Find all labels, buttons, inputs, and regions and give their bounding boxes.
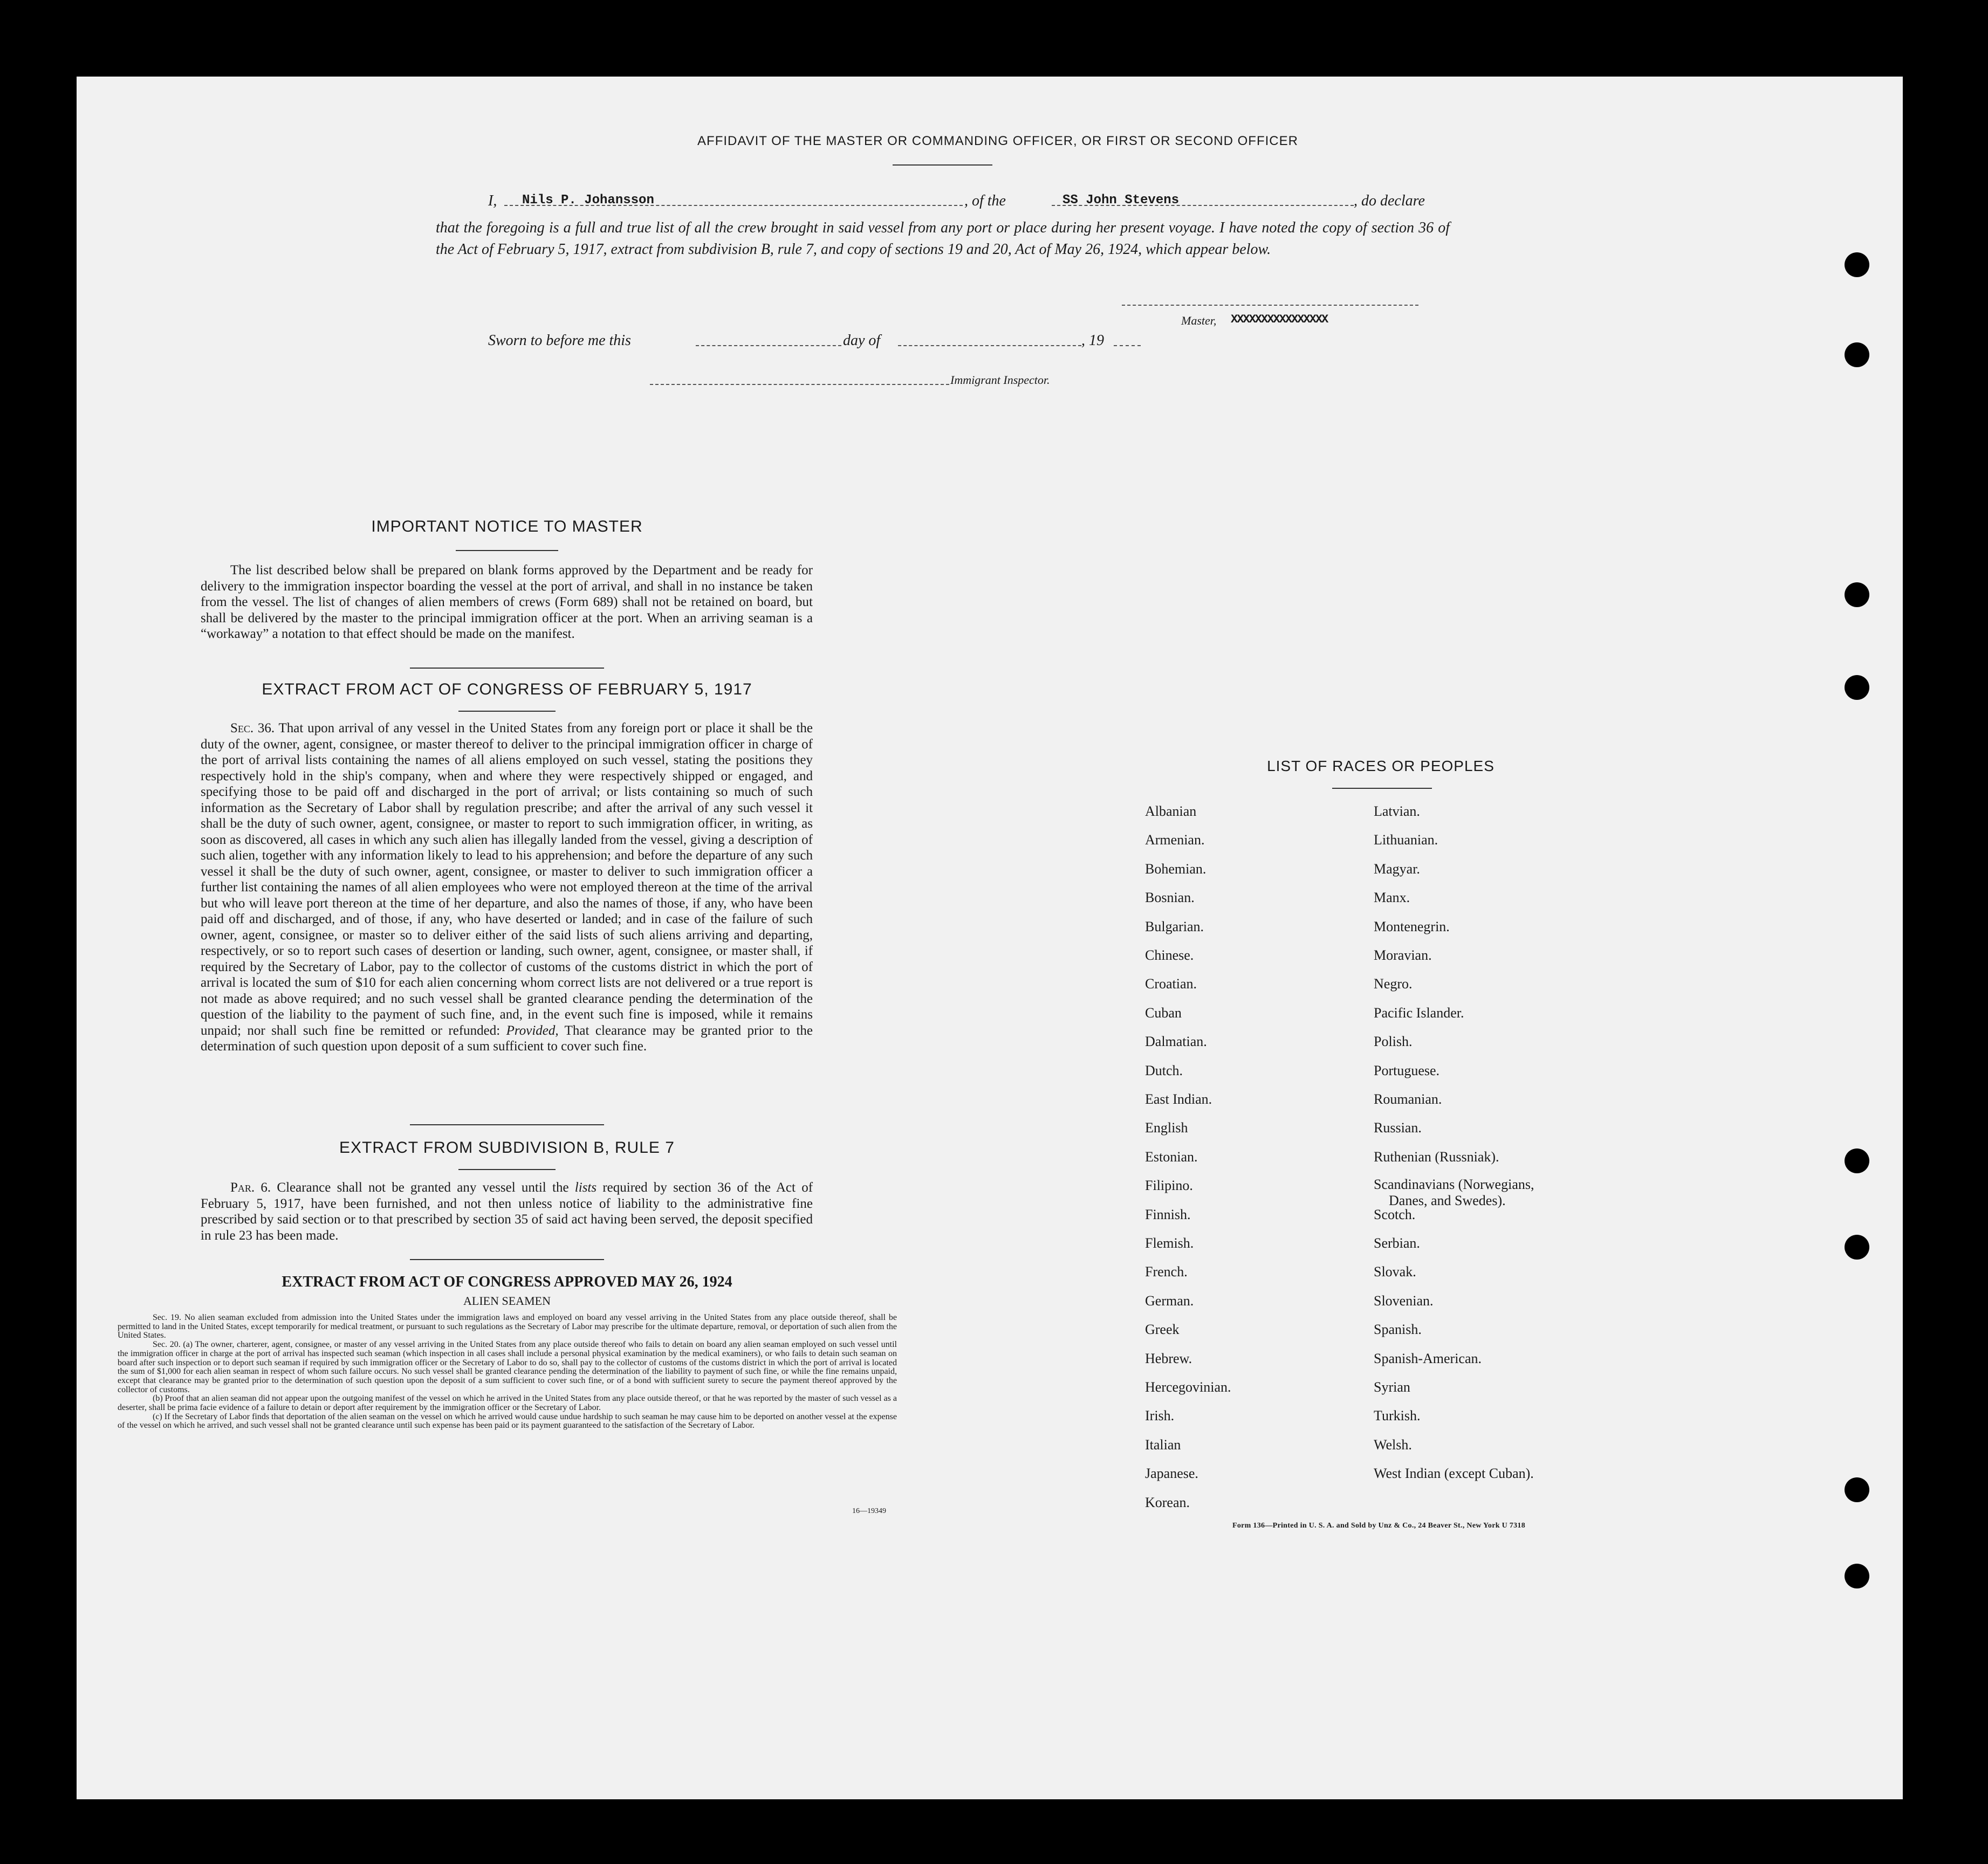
day-of-label: day of — [843, 332, 881, 349]
rule7-text-a: Clearance shall not be granted any vessel until the — [277, 1180, 569, 1195]
sworn-label: Sworn to before me this — [488, 332, 631, 349]
race-item: Latvian. — [1374, 803, 1420, 819]
race-item: Turkish. — [1374, 1408, 1421, 1424]
race-item: Scotch. — [1374, 1206, 1416, 1222]
race-item: Hercegovinian. — [1145, 1379, 1231, 1395]
race-item: Bohemian. — [1145, 861, 1206, 877]
rule7-title: EXTRACT FROM SUBDIVISION B, RULE 7 — [339, 1139, 675, 1157]
section-20a: Sec. 20. (a) The owner, charterer, agent, consignee, or master of any vessel arriving in the United States from any place outside thereof who fails to detain on board any alien seaman employed on such vessel until the immigration officer in charge at the port of arrival has inspected such seaman (which inspection in all cases shall include a personal physical examination by the medical examiners), or who fails to detain such seaman on board after such inspection or to deport such seaman if required by such immigration officer or the Secretary of Labor to do so, shall pay to the collector of customs of the customs district in which the port of arrival is located the sum of $1,000 for each alien seaman in respect of whom such failure occurs. No such vessel shall be granted clearance pending the determination of the liability to payment of such fine, or while the fine remains unpaid, except that clearance may be granted prior to the determination of such question upon the deposit of a sum sufficient to cover such fine, or of a bond with sufficient surety to secure the payment thereof approved by the collector of customs. — [118, 1340, 897, 1394]
race-item: East Indian. — [1145, 1091, 1212, 1107]
race-item: Korean. — [1145, 1494, 1190, 1510]
race-item: West Indian (except Cuban). — [1374, 1466, 1534, 1482]
binder-hole — [1845, 1235, 1869, 1260]
race-item: Chinese. — [1145, 947, 1194, 963]
race-item: Polish. — [1374, 1034, 1413, 1050]
race-item: Flemish. — [1145, 1235, 1194, 1251]
race-item: Welsh. — [1374, 1436, 1412, 1453]
divider — [893, 164, 992, 166]
race-item: Magyar. — [1374, 861, 1420, 877]
of-the-label: , of the — [964, 192, 1006, 209]
race-item: Moravian. — [1374, 947, 1432, 963]
race-item: Irish. — [1145, 1408, 1175, 1424]
race-item: Bosnian. — [1145, 890, 1195, 906]
extract-1924-body — [118, 1313, 897, 1430]
binder-hole — [1845, 1477, 1869, 1502]
binder-hole — [1845, 252, 1869, 277]
race-item: Slovenian. — [1374, 1292, 1434, 1309]
race-item: Scandinavians (Norwegians, — [1374, 1177, 1534, 1193]
race-item: Dutch. — [1145, 1062, 1183, 1078]
section-36-label: Sec. 36. — [230, 721, 275, 735]
races-title: LIST OF RACES OR PEOPLES — [1267, 758, 1495, 774]
year-label: , 19 — [1081, 332, 1104, 349]
binder-hole — [1845, 675, 1869, 700]
section-19: Sec. 19. No alien seaman excluded from admission into the United States under the immigration laws and employed on board any vessel arriving in the United States from any place outside thereof, shall be permitted to land in the United States, except temporarily for medical treatment, or pursuant to such regulations as the Secretary of Labor may prescribe for the ultimate departure, removal, or deportation of such alien from the United States. — [118, 1313, 897, 1340]
race-item: Japanese. — [1145, 1466, 1198, 1482]
divider — [410, 1124, 604, 1125]
race-item: Roumanian. — [1374, 1091, 1442, 1107]
do-declare-label: , do declare — [1354, 192, 1425, 209]
rule7-text-b: required by section 36 of the Act of February 5, 1917, have been furnished, and not then unless notice of liability to the administrative fine prescribed by said section or to that prescribed by section 35 of said act having been served, the deposit specified in rule 23 has been made. — [201, 1180, 813, 1243]
race-item: Finnish. — [1145, 1206, 1191, 1222]
prefix-i: I, — [488, 192, 497, 209]
race-item: Slovak. — [1374, 1264, 1416, 1280]
section-36-tail: That clearance may be granted prior to the determination of such question upon deposit of a sum sufficient to cover such fine. — [201, 1023, 813, 1054]
master-name: Nils P. Johansson — [522, 193, 654, 208]
race-item: Albanian — [1145, 803, 1197, 819]
race-item: Montenegrin. — [1374, 918, 1450, 934]
race-item: Portuguese. — [1374, 1062, 1440, 1078]
race-item: Estonian. — [1145, 1148, 1198, 1165]
affidavit-body: that the foregoing is a full and true list of all the crew brought in said vessel from any port or place during her present voyage. I have noted the copy of section 36 of the Act of February 5, 1917, extract from subdivision B, rule 7, and copy of sections 19 and 20, Act of May 26, 1924, which appear below. — [436, 219, 1450, 258]
divider — [410, 668, 604, 669]
race-item: Manx. — [1374, 890, 1410, 906]
binder-hole — [1845, 1564, 1869, 1588]
race-item: Greek — [1145, 1322, 1180, 1338]
inspector-label: Immigrant Inspector. — [950, 373, 1050, 387]
race-item: Syrian — [1374, 1379, 1410, 1395]
race-item: Danes, and Swedes). — [1389, 1193, 1506, 1209]
signature-line — [1122, 305, 1418, 306]
race-item: Lithuanian. — [1374, 832, 1438, 848]
race-item: Bulgarian. — [1145, 918, 1204, 934]
race-item: Croatian. — [1145, 976, 1197, 992]
race-item: Spanish. — [1374, 1322, 1422, 1338]
race-item: English — [1145, 1120, 1188, 1136]
binder-hole — [1845, 582, 1869, 607]
master-strike: XXXXXXXXXXXXXXXX — [1231, 313, 1328, 326]
master-label: Master, — [1181, 314, 1217, 327]
footer-imprint: Form 136—Printed in U. S. A. and Sold by Unz & Co., 24 Beaver St., New York U 7318 — [1232, 1522, 1526, 1530]
extract-1917-title: EXTRACT FROM ACT OF CONGRESS OF FEBRUARY 5, 1917 — [262, 680, 752, 698]
race-item: Pacific Islander. — [1374, 1005, 1464, 1021]
section-20c: (c) If the Secretary of Labor finds that deportation of the alien seaman on the vessel on which he arrived would cause undue hardship to such seaman he may cause him to be deported on another vessel at the expense of the vessel on which he arrived, and such vessel shall not be granted clearance until such expense has been paid or its payment guaranteed to the satisfaction of the Secretary of Labor. — [118, 1412, 897, 1430]
divider — [410, 1259, 604, 1260]
binder-hole — [1845, 1148, 1869, 1173]
form-code: 16—19349 — [852, 1507, 886, 1515]
divider — [1332, 788, 1432, 789]
sworn-day-line — [696, 345, 841, 346]
vessel-name: SS John Stevens — [1062, 193, 1180, 208]
notice-body: The list described below shall be prepared on blank forms approved by the Department and be ready for delivery to the immigration inspector boarding the vessel at the port of arrival, and shall in no instance be taken from the vessel. The list of changes of alien members of crews (Form 689) shall not be retained on board, but shall be delivered by the master to the principal immigration officer at the port. When an arriving seaman is a “workaway” a notation to that effect should be made on the manifest. — [201, 563, 813, 641]
par-6-label: Par. 6. — [230, 1180, 271, 1195]
race-item: Dalmatian. — [1145, 1034, 1207, 1050]
sworn-year-line — [1114, 345, 1141, 346]
race-item: Hebrew. — [1145, 1350, 1192, 1366]
race-item: Cuban — [1145, 1005, 1182, 1021]
race-item: Ruthenian (Russniak). — [1374, 1148, 1499, 1165]
affidavit-title: AFFIDAVIT OF THE MASTER OR COMMANDING OFFICER, OR FIRST OR SECOND OFFICER — [697, 134, 1298, 148]
race-item: Russian. — [1374, 1120, 1422, 1136]
alien-seamen-subtitle: ALIEN SEAMEN — [463, 1294, 551, 1308]
section-20b: (b) Proof that an alien seaman did not appear upon the outgoing manifest of the vessel on which he arrived in the United States from any place outside thereof, or that he was reported by the master of such vessel as a deserter, shall be prima facie evidence of a failure to detain or deport after requirement by the immigration officer or the Secretary of Labor. — [118, 1394, 897, 1413]
race-item: Filipino. — [1145, 1178, 1193, 1194]
provided-word: Provided, — [506, 1023, 559, 1038]
divider — [458, 1169, 556, 1170]
race-item: Armenian. — [1145, 832, 1205, 848]
section-36-text: That upon arrival of any vessel in the United States from any foreign port or place it shall be the duty of the owner, agent, consignee, or master thereof to deliver to the principal immigration officer in charge of the port of arrival lists containing the names of all aliens employed on such vessel, stating the positions they respectively hold in the ship's company, when and where they were respectively shipped or engaged, and specifying those to be paid off and discharged in the port of arrival; or lists containing so much of such information as the Secretary of Labor shall by regulation prescribe; and after the arrival of any such vessel it shall be the duty of such owner, agent, consignee, or master to report to such immigration officer, in writing, as soon as discovered, all cases in which any such alien has illegally landed from the vessel, giving a description of such alien, together with any information likely to lead to his apprehension; and before the departure of any such vessel it shall be the duty of such owner, agent, consignee, or master to deliver to such immigration officer a further list containing the names of all alien employees who were not employed thereon at the time of the arrival but who will leave port thereon at the time of her departure, and also the names of those, if any, who have been paid off and discharged, and of those, if any, who have deserted or landed; and in case of the failure of such owner, agent, consignee, or master so to deliver either of the said lists of such aliens arriving and departing, respectively, or so to report such cases of desertion or landing, such owner, agent, consignee, or master shall, if required by the Secretary of Labor, pay to the collector of customs of the customs district in which the port of arrival is located the sum of $10 for each alien concerning whom correct lists are not delivered or a true report is not made as above required; and no such vessel shall be granted clearance pending the determination of the question of the liability to the payment of such fine, and, in the event such fine is imposed, while it remains unpaid; nor shall such fine be remitted or refunded: — [201, 721, 813, 1038]
extract-1917-body — [201, 720, 813, 1055]
extract-1924-title: EXTRACT FROM ACT OF CONGRESS APPROVED MAY 26, 1924 — [282, 1274, 732, 1290]
binder-hole — [1845, 342, 1869, 367]
divider — [458, 711, 556, 712]
inspector-line — [650, 384, 949, 385]
sworn-month-line — [898, 345, 1081, 346]
race-item: Negro. — [1374, 976, 1413, 992]
rule7-body — [201, 1180, 813, 1243]
lists-word: lists — [574, 1180, 597, 1195]
race-item: French. — [1145, 1264, 1188, 1280]
race-item: Serbian. — [1374, 1235, 1420, 1251]
notice-title: IMPORTANT NOTICE TO MASTER — [371, 518, 643, 535]
race-item: German. — [1145, 1292, 1194, 1309]
race-item: Italian — [1145, 1436, 1181, 1453]
divider — [456, 550, 558, 551]
race-item: Spanish-American. — [1374, 1350, 1482, 1366]
